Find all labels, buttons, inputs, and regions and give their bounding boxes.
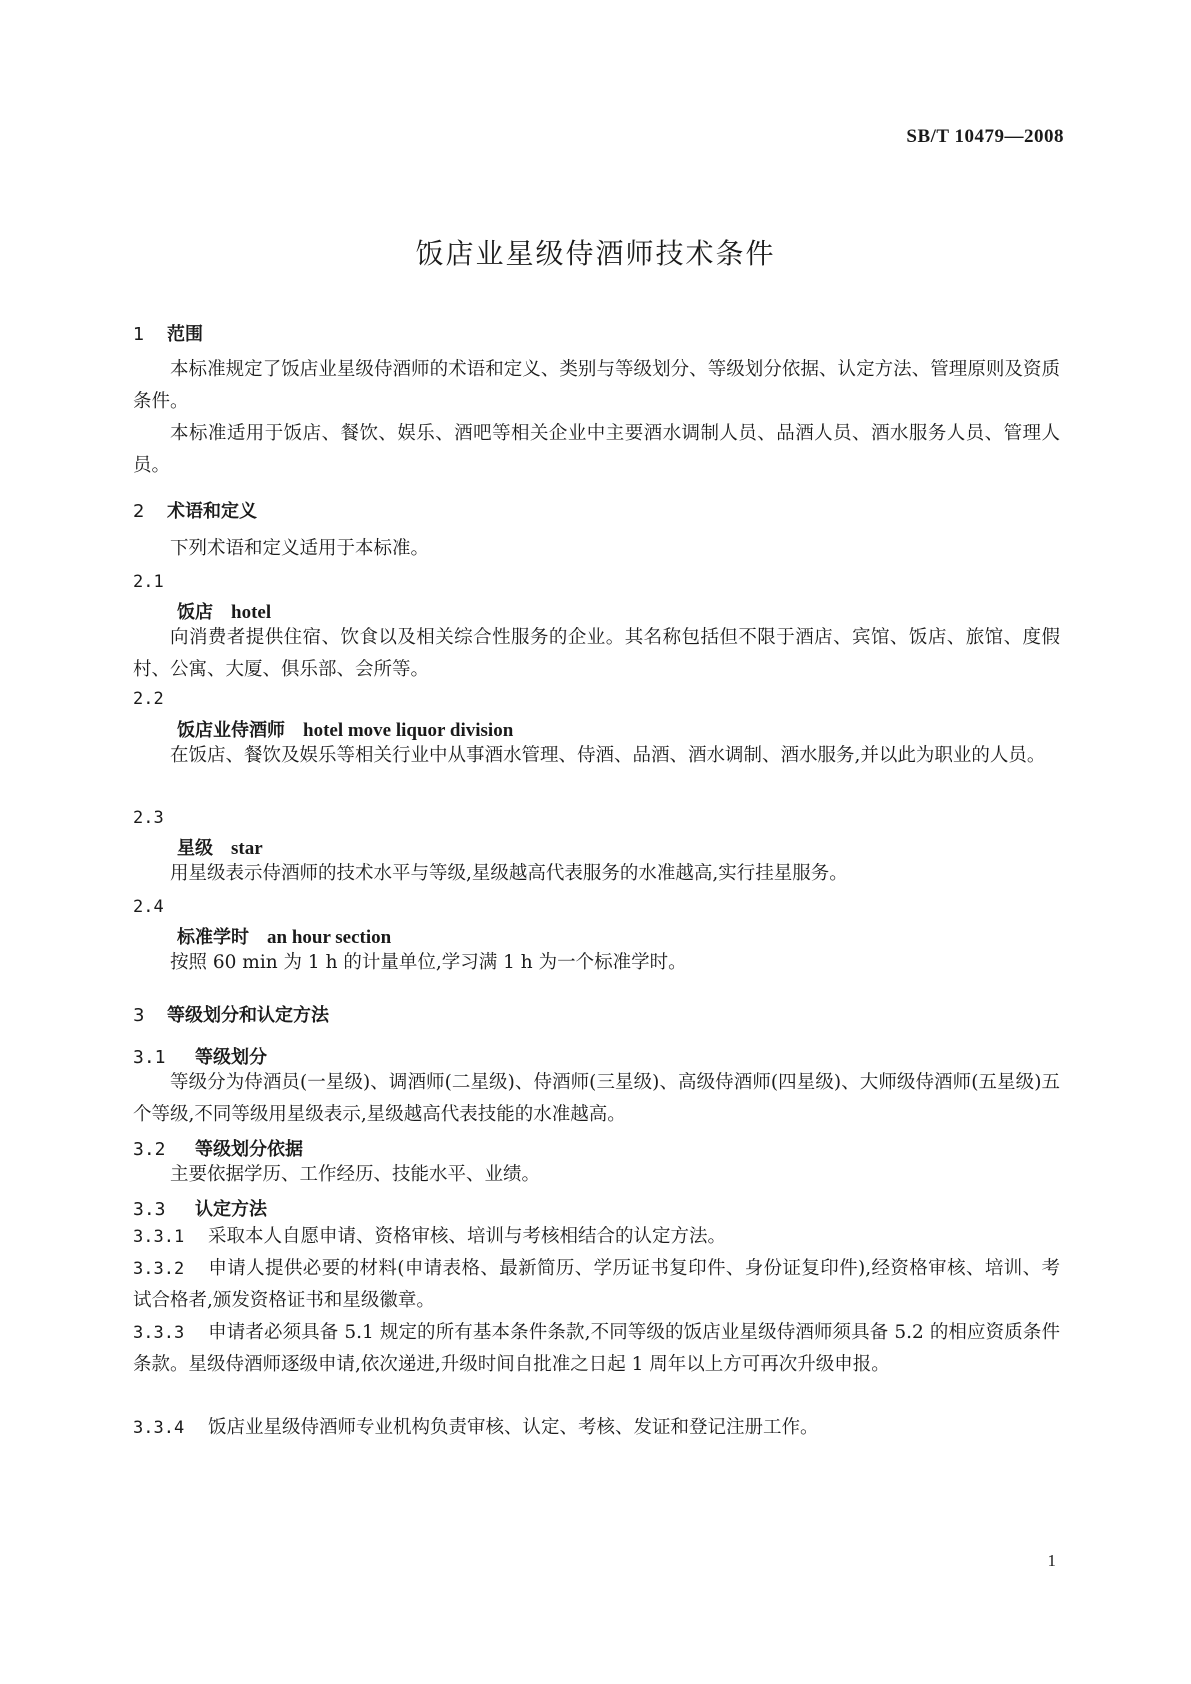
term-definition: 用星级表示侍酒师的技术水平与等级,星级越高代表服务的水准越高,实行挂星服务。 — [170, 863, 848, 884]
clause-number: 2.1 — [133, 572, 164, 592]
clause-item — [133, 1317, 1060, 1381]
term-zh: 标准学时 — [177, 927, 249, 948]
paragraph: 下列术语和定义适用于本标准。 — [170, 538, 430, 559]
subsection-number: 3.1 — [133, 1047, 166, 1068]
subsection-number: 3.2 — [133, 1139, 166, 1160]
clause-text: 申请者必须具备 5.1 规定的所有基本条件条款,不同等级的饭店业星级侍酒师须具备 5.2 的相应资质条件条款。星级侍酒师逐级申请,依次递进,升级时间自批准之日起 1 周年以上方可再次升级申报。 — [133, 1322, 1060, 1375]
clause-item — [133, 1253, 1060, 1317]
paragraph: 等级分为侍酒员(一星级)、调酒师(二星级)、侍酒师(三星级)、高级侍酒师(四星级)、大师级侍酒师(五星级)五个等级,不同等级用星级表示,星级越高代表技能的水准越高。 — [133, 1072, 1060, 1125]
subsection-heading — [133, 1135, 303, 1161]
page-number: 1 — [1047, 1551, 1056, 1570]
page-title: 饭店业星级侍酒师技术条件 — [415, 237, 776, 270]
section-title: 等级划分和认定方法 — [167, 1005, 329, 1026]
section-number: 1 — [133, 324, 145, 345]
term-zh: 星级 — [177, 838, 213, 859]
term-heading — [177, 834, 263, 860]
term-heading — [177, 923, 391, 949]
clause-item — [133, 1412, 1060, 1444]
term-definition: 按照 60 min 为 1 h 的计量单位,学习满 1 h 为一个标准学时。 — [170, 952, 687, 973]
section-number: 3 — [133, 1005, 145, 1026]
section-heading — [133, 320, 203, 346]
section-title: 术语和定义 — [167, 501, 257, 522]
term-en: hotel — [231, 602, 272, 623]
subsection-title: 等级划分 — [195, 1047, 267, 1068]
term-en: an hour section — [267, 927, 392, 948]
clause-number: 2.4 — [133, 897, 164, 917]
term-zh: 饭店 — [177, 602, 213, 623]
section-title: 范围 — [167, 324, 203, 345]
term-en: star — [231, 838, 263, 859]
section-heading — [133, 497, 257, 523]
section-heading — [133, 1001, 329, 1027]
term-zh: 饭店业侍酒师 — [177, 720, 285, 741]
standard-number: SB/T 10479—2008 — [906, 126, 1064, 147]
subsection-title: 认定方法 — [195, 1199, 267, 1220]
subsection-number: 3.3 — [133, 1199, 166, 1220]
clause-number: 2.2 — [133, 689, 164, 709]
subsection-title: 等级划分依据 — [195, 1139, 303, 1160]
subsection-heading — [133, 1043, 267, 1069]
clause-item — [133, 1221, 1060, 1253]
clause-number: 2.3 — [133, 808, 164, 828]
paragraph: 本标准适用于饭店、餐饮、娱乐、酒吧等相关企业中主要酒水调制人员、品酒人员、酒水服务人员、管理人员。 — [133, 423, 1060, 476]
term-heading — [177, 598, 271, 624]
paragraph: 主要依据学历、工作经历、技能水平、业绩。 — [170, 1164, 541, 1185]
clause-text: 饭店业星级侍酒师专业机构负责审核、认定、考核、发证和登记注册工作。 — [208, 1417, 819, 1438]
section-number: 2 — [133, 501, 145, 522]
clause-number: 3.3.1 — [133, 1227, 185, 1247]
clause-text: 采取本人自愿申请、资格审核、培训与考核相结合的认定方法。 — [208, 1226, 727, 1247]
clause-number: 3.3.3 — [133, 1323, 185, 1343]
term-definition: 在饭店、餐饮及娱乐等相关行业中从事酒水管理、侍酒、品酒、酒水调制、酒水服务,并以此为职业的人员。 — [170, 745, 1046, 766]
subsection-heading — [133, 1195, 267, 1221]
clause-number: 3.3.4 — [133, 1418, 185, 1438]
clause-text: 申请人提供必要的材料(申请表格、最新简历、学历证书复印件、身份证复印件),经资格审核、培训、考试合格者,颁发资格证书和星级徽章。 — [133, 1258, 1060, 1311]
term-heading — [177, 716, 513, 742]
term-en: hotel move liquor division — [303, 720, 514, 741]
paragraph: 本标准规定了饭店业星级侍酒师的术语和定义、类别与等级划分、等级划分依据、认定方法、管理原则及资质条件。 — [133, 359, 1060, 412]
clause-number: 3.3.2 — [133, 1259, 185, 1279]
term-definition: 向消费者提供住宿、饮食以及相关综合性服务的企业。其名称包括但不限于酒店、宾馆、饭店、旅馆、度假村、公寓、大厦、俱乐部、会所等。 — [133, 627, 1060, 680]
